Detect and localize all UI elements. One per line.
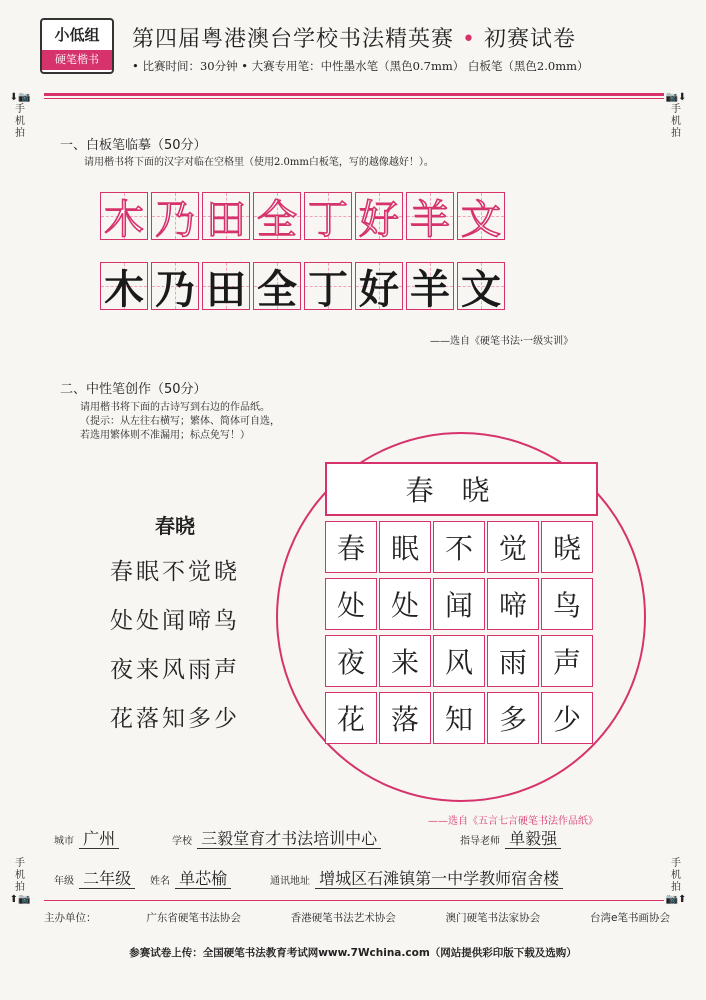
trace-cell: 全 — [253, 192, 301, 240]
work-cell[interactable]: 来 — [379, 635, 431, 687]
trace-cell: 丁 — [304, 192, 352, 240]
logo-bottom-text: 硬笔楷书 — [42, 50, 112, 70]
name-label: 姓名 — [150, 876, 170, 887]
trace-cell: 羊 — [406, 192, 454, 240]
work-row — [325, 521, 605, 578]
trace-row — [100, 192, 508, 243]
copy-cell[interactable]: 丁 — [304, 262, 352, 310]
address-field[interactable]: 增城区石滩镇第一中学教师宿舍楼 — [315, 869, 563, 889]
poem-line: 夜来风雨声 — [110, 657, 240, 683]
trace-cell: 好 — [355, 192, 403, 240]
organizers-label: 主办单位： — [44, 912, 97, 924]
work-cell[interactable]: 觉 — [487, 521, 539, 573]
work-cell[interactable]: 处 — [379, 578, 431, 630]
title-main: 第四届粤港澳台学校书法精英赛 — [132, 27, 455, 52]
school-label: 学校 — [172, 836, 192, 847]
organizers — [44, 910, 670, 925]
work-cell[interactable]: 少 — [541, 692, 593, 744]
side-label-bottom-right: 手 机 拍 📷⬆ — [665, 858, 687, 905]
section2-title: 二、中性笔创作（50分） — [60, 382, 207, 397]
work-title-box[interactable]: 春晓 — [325, 462, 598, 516]
work-cell[interactable]: 晓 — [541, 521, 593, 573]
camera-icon: 📷⬇ — [665, 92, 687, 103]
name-field[interactable]: 单芯榆 — [175, 869, 231, 889]
poem-line: 花落知多少 — [110, 706, 240, 732]
poem-reference — [90, 510, 260, 749]
address-group — [270, 866, 563, 889]
trace-cell: 文 — [457, 192, 505, 240]
copy-cell[interactable]: 田 — [202, 262, 250, 310]
work-row — [325, 578, 605, 635]
trace-cell: 乃 — [151, 192, 199, 240]
organizer: 澳门硬笔书法家协会 — [445, 912, 541, 924]
section2-source: ——选自《五言七言硬笔书法作品纸》 — [428, 816, 598, 827]
section1-title: 一、白板笔临摹（50分） — [60, 138, 207, 153]
exam-info: • 比赛时间：30分钟 • 大赛专用笔：中性墨水笔（黑色0.7mm） 白板笔（黑色2.0mm） — [132, 59, 589, 73]
header-rule-thin — [44, 98, 664, 99]
address-label: 通讯地址 — [270, 876, 310, 887]
work-cell[interactable]: 声 — [541, 635, 593, 687]
trace-cell: 木 — [100, 192, 148, 240]
upload-info: 参赛试卷上传：全国硬笔书法教育考试网www.7Wchina.com（网站提供彩印版下载及选购） — [129, 947, 577, 959]
copy-cell[interactable]: 木 — [100, 262, 148, 310]
copy-cell[interactable]: 乃 — [151, 262, 199, 310]
section1-instruction: 请用楷书将下面的汉字对临在空格里（使用2.0mm白板笔，写的越像越好！）。 — [84, 157, 434, 168]
title-dot: • — [462, 27, 476, 52]
name-group — [150, 866, 231, 889]
organizer: 香港硬笔书法艺术协会 — [290, 912, 396, 924]
school-group — [172, 826, 381, 849]
city-field[interactable]: 广州 — [79, 829, 119, 849]
footer-rule — [44, 900, 664, 901]
title-sub: 初赛试卷 — [484, 27, 577, 52]
poem-title: 春晓 — [155, 514, 195, 538]
teacher-label: 指导老师 — [460, 836, 500, 847]
work-cell[interactable]: 花 — [325, 692, 377, 744]
grade-group — [54, 866, 135, 889]
organizer: 台湾e笔书画协会 — [590, 912, 670, 924]
work-cell[interactable]: 啼 — [487, 578, 539, 630]
work-cell[interactable]: 不 — [433, 521, 485, 573]
work-cell[interactable]: 雨 — [487, 635, 539, 687]
logo-top-text: 小低组 — [54, 26, 100, 44]
copy-cell[interactable]: 文 — [457, 262, 505, 310]
copy-cell[interactable]: 好 — [355, 262, 403, 310]
teacher-group — [460, 826, 561, 849]
poem-line: 处处闻啼鸟 — [110, 608, 240, 634]
copy-cell[interactable]: 全 — [253, 262, 301, 310]
work-cell[interactable]: 闻 — [433, 578, 485, 630]
camera-icon: ⬆📷 — [9, 894, 31, 905]
work-cell[interactable]: 鸟 — [541, 578, 593, 630]
school-field[interactable]: 三毅堂育才书法培训中心 — [197, 829, 381, 849]
work-cell[interactable]: 知 — [433, 692, 485, 744]
work-cell[interactable]: 处 — [325, 578, 377, 630]
section1-source: ——选自《硬笔书法·一级实训》 — [430, 336, 574, 347]
header-rule — [44, 93, 664, 96]
work-row — [325, 635, 605, 692]
organizer: 广东省硬笔书法协会 — [146, 912, 241, 924]
work-row — [325, 692, 605, 749]
work-cell[interactable]: 夜 — [325, 635, 377, 687]
page-title — [132, 22, 576, 53]
work-grid — [325, 521, 605, 749]
trace-cell: 田 — [202, 192, 250, 240]
camera-icon: 📷⬆ — [665, 894, 687, 905]
teacher-field[interactable]: 单毅强 — [505, 829, 561, 849]
work-cell[interactable]: 眠 — [379, 521, 431, 573]
poem-line: 春眠不觉晓 — [110, 559, 240, 585]
logo — [40, 18, 114, 74]
grade-label: 年级 — [54, 876, 74, 887]
side-label-top-left: ⬇📷 手 机 拍 — [9, 92, 31, 139]
form-row-1 — [54, 826, 119, 849]
work-cell[interactable]: 落 — [379, 692, 431, 744]
model-row — [100, 262, 508, 313]
copy-cell[interactable]: 羊 — [406, 262, 454, 310]
camera-icon: ⬇📷 — [9, 92, 31, 103]
work-cell[interactable]: 春 — [325, 521, 377, 573]
city-label: 城市 — [54, 836, 74, 847]
side-label-bottom-left: 手 机 拍 ⬆📷 — [9, 858, 31, 905]
side-label-top-right: 📷⬇ 手 机 拍 — [665, 92, 687, 139]
section2-instruction: 请用楷书将下面的古诗写到右边的作品纸。 （提示：从左往右横写；繁体、简体可自选， 若选用繁体则不准漏用；标点免写！） — [80, 402, 280, 441]
work-cell[interactable]: 多 — [487, 692, 539, 744]
grade-field[interactable]: 二年级 — [79, 869, 135, 889]
work-cell[interactable]: 风 — [433, 635, 485, 687]
